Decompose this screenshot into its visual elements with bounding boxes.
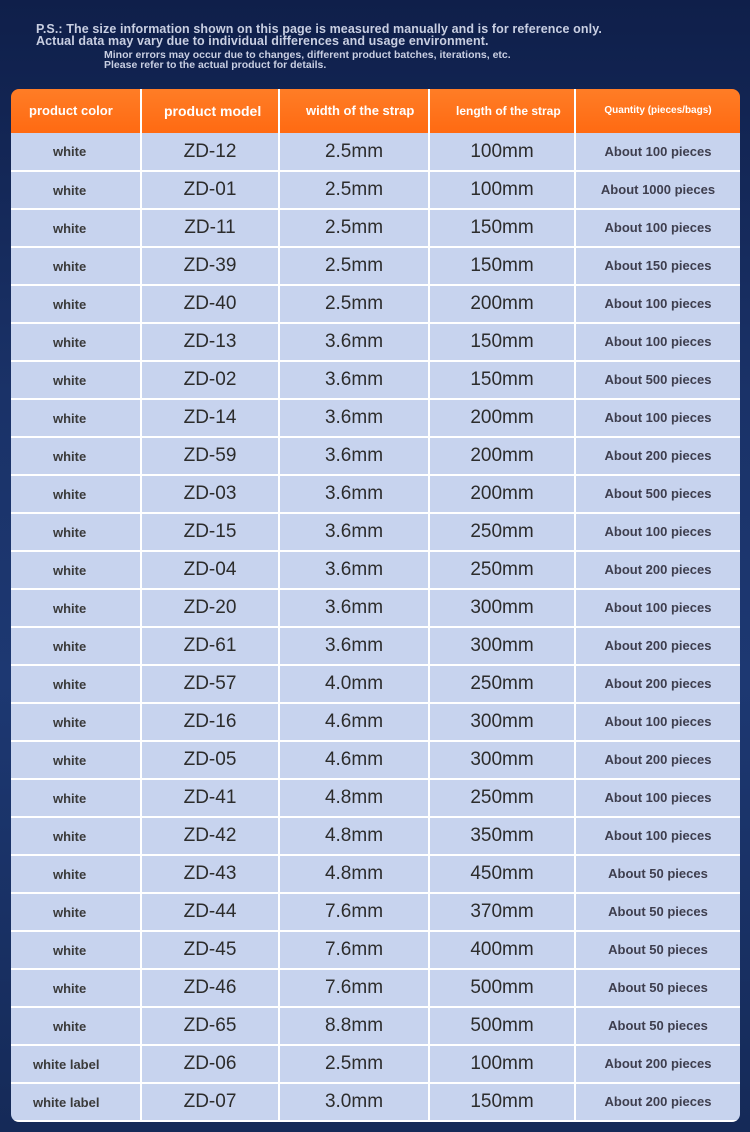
- cell-strap-width: 7.6mm: [279, 893, 429, 931]
- cell-quantity: About 200 pieces: [575, 437, 740, 475]
- table-row: [11, 323, 740, 361]
- cell-product-color: white: [11, 627, 141, 665]
- disclaimer-line-1: P.S.: The size information shown on this page is measured manually and is for reference only. Actual data may vary due to individual differences and usage environment.: [36, 22, 602, 48]
- cell-strap-length: 150mm: [429, 323, 575, 361]
- table-row: [11, 969, 740, 1007]
- cell-product-color: white: [11, 285, 141, 323]
- cell-product-model: ZD-43: [141, 855, 279, 893]
- cell-strap-length: 100mm: [429, 133, 575, 171]
- table-header-row: [11, 89, 740, 133]
- cell-product-model: ZD-07: [141, 1083, 279, 1121]
- cell-product-color: white: [11, 931, 141, 969]
- cell-strap-width: 3.6mm: [279, 589, 429, 627]
- disclaimer-line-2: Minor errors may occur due to changes, different product batches, iterations, etc. Please refer to the actual product for details.: [104, 49, 511, 71]
- cell-quantity: About 100 pieces: [575, 323, 740, 361]
- cell-product-color: white: [11, 969, 141, 1007]
- table-row: [11, 931, 740, 969]
- cell-product-model: ZD-59: [141, 437, 279, 475]
- cell-product-model: ZD-46: [141, 969, 279, 1007]
- cell-product-model: ZD-05: [141, 741, 279, 779]
- cell-product-color: white: [11, 437, 141, 475]
- cell-product-color: white: [11, 323, 141, 361]
- cell-product-color: white: [11, 589, 141, 627]
- cell-strap-width: 3.6mm: [279, 513, 429, 551]
- table-row: [11, 1083, 740, 1121]
- table-row: [11, 589, 740, 627]
- cell-strap-length: 370mm: [429, 893, 575, 931]
- disclaimer-note: [0, 0, 750, 88]
- cell-product-color: white: [11, 1007, 141, 1045]
- cell-strap-width: 4.6mm: [279, 741, 429, 779]
- cell-product-model: ZD-65: [141, 1007, 279, 1045]
- cell-product-model: ZD-57: [141, 665, 279, 703]
- cell-strap-width: 4.8mm: [279, 817, 429, 855]
- table-row: [11, 779, 740, 817]
- cell-strap-width: 4.8mm: [279, 855, 429, 893]
- cell-product-color: white: [11, 703, 141, 741]
- cell-strap-width: 7.6mm: [279, 969, 429, 1007]
- table-row: [11, 627, 740, 665]
- cell-strap-width: 3.6mm: [279, 361, 429, 399]
- cell-strap-length: 150mm: [429, 247, 575, 285]
- cell-product-model: ZD-12: [141, 133, 279, 171]
- cell-strap-width: 2.5mm: [279, 1045, 429, 1083]
- cell-quantity: About 50 pieces: [575, 1007, 740, 1045]
- cell-product-model: ZD-41: [141, 779, 279, 817]
- table-row: [11, 855, 740, 893]
- cell-product-model: ZD-61: [141, 627, 279, 665]
- cell-product-color: white: [11, 551, 141, 589]
- cell-product-model: ZD-03: [141, 475, 279, 513]
- table-row: [11, 361, 740, 399]
- cell-quantity: About 200 pieces: [575, 665, 740, 703]
- header-product-color: product color: [11, 89, 141, 133]
- table-row: [11, 247, 740, 285]
- cell-strap-length: 500mm: [429, 1007, 575, 1045]
- cell-quantity: About 500 pieces: [575, 475, 740, 513]
- cell-product-color: white: [11, 475, 141, 513]
- cell-product-color: white: [11, 779, 141, 817]
- cell-strap-width: 3.6mm: [279, 551, 429, 589]
- cell-strap-length: 100mm: [429, 1045, 575, 1083]
- table-row: [11, 817, 740, 855]
- cell-product-color: white: [11, 741, 141, 779]
- cell-product-model: ZD-06: [141, 1045, 279, 1083]
- table-row: [11, 171, 740, 209]
- cell-product-model: ZD-14: [141, 399, 279, 437]
- cell-product-color: white: [11, 209, 141, 247]
- cell-strap-length: 250mm: [429, 779, 575, 817]
- cell-product-color: white: [11, 665, 141, 703]
- cell-strap-width: 3.6mm: [279, 627, 429, 665]
- header-product-model: product model: [141, 89, 279, 133]
- cell-strap-length: 350mm: [429, 817, 575, 855]
- cell-quantity: About 100 pieces: [575, 399, 740, 437]
- cell-strap-length: 250mm: [429, 513, 575, 551]
- cell-product-model: ZD-40: [141, 285, 279, 323]
- table-row: [11, 703, 740, 741]
- cell-strap-width: 4.8mm: [279, 779, 429, 817]
- cell-product-color: white: [11, 399, 141, 437]
- cell-strap-width: 2.5mm: [279, 285, 429, 323]
- cell-strap-length: 150mm: [429, 1083, 575, 1121]
- cell-strap-length: 250mm: [429, 665, 575, 703]
- cell-strap-length: 300mm: [429, 741, 575, 779]
- table-row: [11, 437, 740, 475]
- cell-product-model: ZD-11: [141, 209, 279, 247]
- cell-product-model: ZD-01: [141, 171, 279, 209]
- cell-strap-width: 3.6mm: [279, 323, 429, 361]
- table-row: [11, 741, 740, 779]
- cell-quantity: About 100 pieces: [575, 209, 740, 247]
- cell-quantity: About 100 pieces: [575, 589, 740, 627]
- header-strap-length: length of the strap: [429, 89, 575, 133]
- cell-product-model: ZD-44: [141, 893, 279, 931]
- cell-product-color: white label: [11, 1083, 141, 1121]
- cell-strap-width: 3.0mm: [279, 1083, 429, 1121]
- cell-strap-length: 450mm: [429, 855, 575, 893]
- header-strap-width: width of the strap: [279, 89, 429, 133]
- table-row: [11, 209, 740, 247]
- cell-strap-width: 3.6mm: [279, 437, 429, 475]
- cell-strap-length: 150mm: [429, 209, 575, 247]
- table-row: [11, 399, 740, 437]
- cell-quantity: About 200 pieces: [575, 1045, 740, 1083]
- table-row: [11, 1007, 740, 1045]
- cell-quantity: About 50 pieces: [575, 855, 740, 893]
- cell-quantity: About 50 pieces: [575, 893, 740, 931]
- cell-product-color: white: [11, 361, 141, 399]
- cell-strap-length: 500mm: [429, 969, 575, 1007]
- cell-strap-width: 4.6mm: [279, 703, 429, 741]
- table-body: [11, 133, 740, 1121]
- cell-strap-width: 8.8mm: [279, 1007, 429, 1045]
- cell-quantity: About 100 pieces: [575, 513, 740, 551]
- cell-strap-width: 4.0mm: [279, 665, 429, 703]
- cell-product-color: white: [11, 247, 141, 285]
- cell-strap-length: 150mm: [429, 361, 575, 399]
- cell-quantity: About 100 pieces: [575, 817, 740, 855]
- cell-quantity: About 100 pieces: [575, 285, 740, 323]
- cell-quantity: About 100 pieces: [575, 779, 740, 817]
- table-row: [11, 475, 740, 513]
- table-row: [11, 133, 740, 171]
- spec-table-container: [11, 89, 740, 1122]
- header-quantity: Quantity (pieces/bags): [604, 105, 712, 116]
- cell-strap-length: 400mm: [429, 931, 575, 969]
- table-row: [11, 285, 740, 323]
- cell-strap-length: 300mm: [429, 627, 575, 665]
- cell-product-model: ZD-39: [141, 247, 279, 285]
- cell-strap-width: 2.5mm: [279, 209, 429, 247]
- cell-strap-length: 100mm: [429, 171, 575, 209]
- cell-strap-length: 200mm: [429, 285, 575, 323]
- cell-product-model: ZD-02: [141, 361, 279, 399]
- cell-quantity: About 200 pieces: [575, 1083, 740, 1121]
- cell-strap-length: 200mm: [429, 437, 575, 475]
- cell-quantity: About 100 pieces: [575, 703, 740, 741]
- cell-product-color: white: [11, 855, 141, 893]
- cell-strap-width: 3.6mm: [279, 475, 429, 513]
- cell-product-model: ZD-45: [141, 931, 279, 969]
- cell-strap-length: 300mm: [429, 589, 575, 627]
- cell-product-model: ZD-42: [141, 817, 279, 855]
- cell-strap-length: 300mm: [429, 703, 575, 741]
- cell-product-color: white: [11, 893, 141, 931]
- cell-product-color: white: [11, 171, 141, 209]
- cell-product-color: white label: [11, 1045, 141, 1083]
- table-row: [11, 513, 740, 551]
- spec-table: [11, 89, 740, 1122]
- cell-strap-width: 2.5mm: [279, 171, 429, 209]
- cell-strap-length: 250mm: [429, 551, 575, 589]
- cell-product-model: ZD-15: [141, 513, 279, 551]
- cell-product-color: white: [11, 513, 141, 551]
- cell-quantity: About 200 pieces: [575, 741, 740, 779]
- table-row: [11, 665, 740, 703]
- cell-quantity: About 200 pieces: [575, 627, 740, 665]
- cell-strap-width: 7.6mm: [279, 931, 429, 969]
- cell-quantity: About 50 pieces: [575, 931, 740, 969]
- table-row: [11, 1045, 740, 1083]
- cell-quantity: About 50 pieces: [575, 969, 740, 1007]
- cell-quantity: About 1000 pieces: [575, 171, 740, 209]
- cell-strap-width: 3.6mm: [279, 399, 429, 437]
- cell-quantity: About 150 pieces: [575, 247, 740, 285]
- cell-quantity: About 500 pieces: [575, 361, 740, 399]
- table-row: [11, 551, 740, 589]
- cell-strap-width: 2.5mm: [279, 133, 429, 171]
- cell-product-model: ZD-04: [141, 551, 279, 589]
- cell-quantity: About 200 pieces: [575, 551, 740, 589]
- cell-quantity: About 100 pieces: [575, 133, 740, 171]
- cell-strap-length: 200mm: [429, 475, 575, 513]
- cell-product-model: ZD-20: [141, 589, 279, 627]
- cell-product-model: ZD-13: [141, 323, 279, 361]
- cell-product-color: white: [11, 817, 141, 855]
- cell-product-color: white: [11, 133, 141, 171]
- cell-strap-width: 2.5mm: [279, 247, 429, 285]
- cell-product-model: ZD-16: [141, 703, 279, 741]
- cell-strap-length: 200mm: [429, 399, 575, 437]
- table-row: [11, 893, 740, 931]
